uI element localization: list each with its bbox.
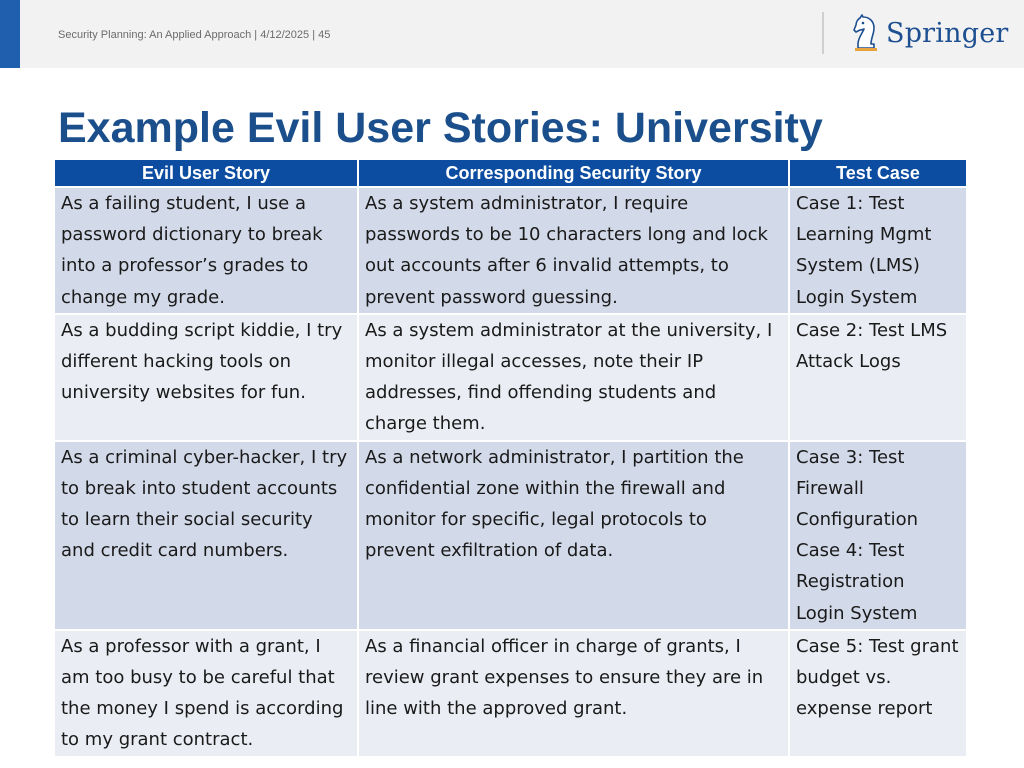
cell-text: Case 5: Test grant budget vs. expense report (796, 635, 959, 720)
cell-security-story (358, 630, 789, 757)
cell-text: As a professor with a grant, I am too busy to be careful that the money I spend is according to my grant contract. (61, 635, 344, 751)
cell-text: Case 2: Test LMS Attack Logs (796, 319, 948, 373)
cell-security-story (358, 187, 789, 314)
cell-text: As a system administrator, I require passwords to be 10 characters long and lock out accounts after 6 invalid attempts, to prevent password guessing. (365, 193, 768, 308)
cell-evil-user-story (54, 630, 358, 757)
page-title: Example Evil User Stories: University (58, 104, 823, 152)
cell-text: As a budding script kiddie, I try different hacking tools on university websites for fun. (61, 319, 343, 404)
cell-test-case (789, 314, 967, 441)
table-row (54, 441, 967, 630)
cell-text: As a criminal cyber-hacker, I try to break into student accounts to learn their social security and credit card numbers. (61, 446, 348, 562)
slide-footer-text: Security Planning: An Applied Approach | 4/12/2025 | 45 (58, 29, 331, 41)
table-row (54, 630, 967, 757)
cell-test-case (789, 441, 967, 630)
cell-text: As a network administrator, I partition the confidential zone within the firewall and monitor for specific, legal protocols to prevent exfiltration of data. (365, 446, 744, 562)
logo-wordmark: Springer (886, 17, 1009, 49)
cell-text: Case 1: Test Learning Mgmt System (LMS) Login System (796, 193, 932, 308)
table-header-row (54, 159, 967, 187)
cell-evil-user-story (54, 187, 358, 314)
cell-text: As a failing student, I use a password dictionary to break into a professor’s grades to change my grade. (61, 193, 323, 308)
column-header-test-case: Test Case (789, 159, 967, 187)
chess-knight-icon (852, 14, 880, 52)
column-header-security-story: Corresponding Security Story (358, 159, 789, 187)
table-row (54, 187, 967, 314)
accent-bar (0, 0, 20, 68)
cell-test-case (789, 187, 967, 314)
cell-test-case (789, 630, 967, 757)
column-header-evil-user-story: Evil User Story (54, 159, 358, 187)
stories-table (53, 158, 968, 758)
cell-evil-user-story (54, 441, 358, 630)
table-row (54, 314, 967, 441)
stories-table-container (53, 158, 966, 758)
cell-security-story (358, 314, 789, 441)
cell-evil-user-story (54, 314, 358, 441)
logo-divider (822, 12, 824, 54)
cell-text: Case 3: Test Firewall Configuration Case 4: Test Registration Login System (796, 446, 919, 624)
cell-security-story (358, 441, 789, 630)
springer-logo (852, 13, 1008, 53)
cell-text: As a system administrator at the university, I monitor illegal accesses, note their IP addresses, find offending students and charge them. (365, 319, 773, 435)
cell-text: As a financial officer in charge of grants, I review grant expenses to ensure they are in line with the approved grant. (365, 635, 764, 720)
